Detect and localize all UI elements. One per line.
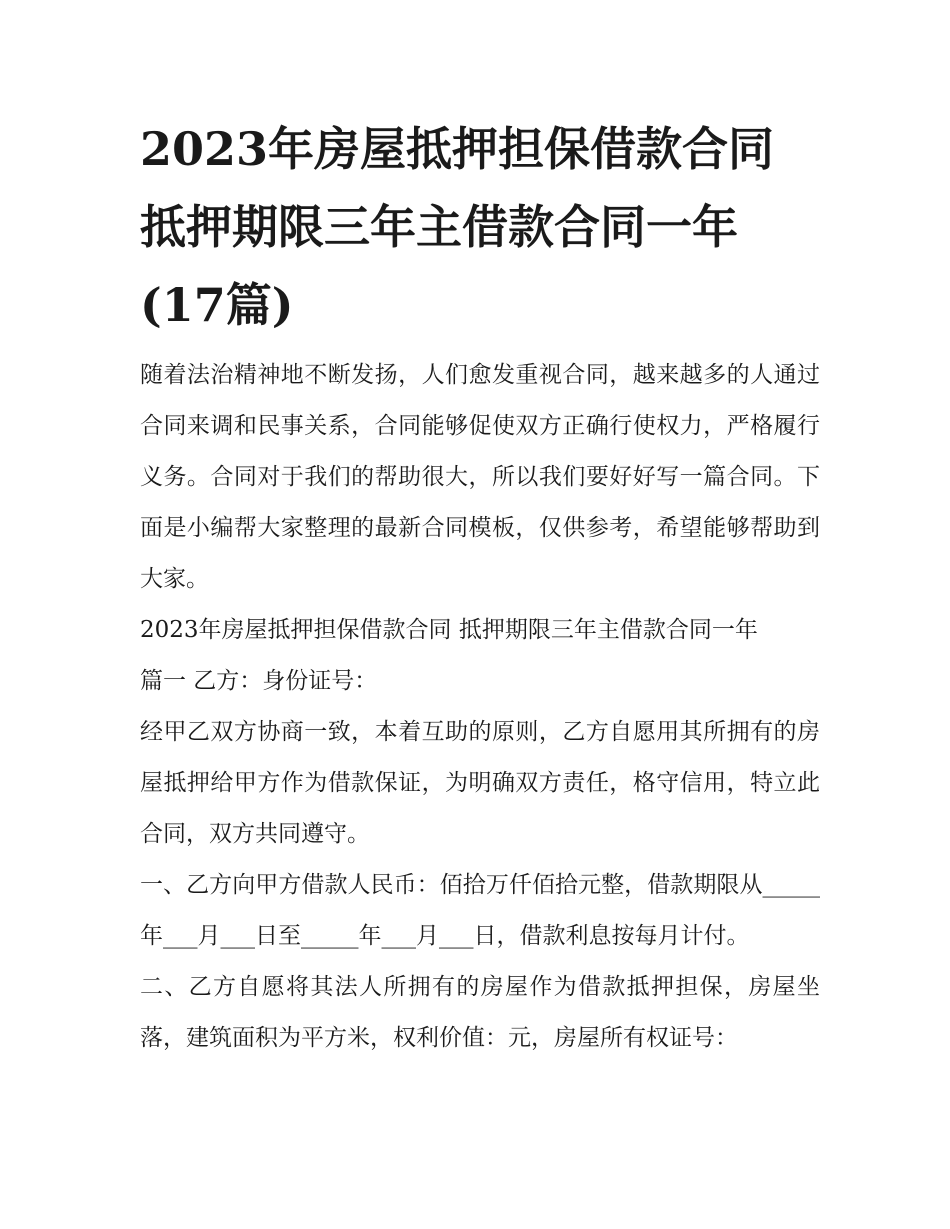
title-line-2: 抵押期限三年主借款合同一年 [140,200,738,254]
body-paragraph-1: 经甲乙双方协商一致，本着互助的原则，乙方自愿用其所拥有的房屋抵押给甲方作为借款保证，为明确双方责任，格守信用，特立此合同，双方共同遵守。 [140,719,820,847]
chapter-line: 篇一 乙方：身份证号： [140,668,378,694]
body-paragraph-3: 二、乙方自愿将其法人所拥有的房屋作为借款抵押担保，房屋坐落，建筑面积为平方米，权利价值：元，房屋所有权证号： [140,974,820,1051]
intro-paragraph: 随着法治精神地不断发扬，人们愈发重视合同，越来越多的人通过合同来调和民事关系，合同能够促使双方正确行使权力，严格履行义务。合同对于我们的帮助很大，所以我们要好好写一篇合同。下面是小编帮大家整理的最新合同模板，仅供参考，希望能够帮助到大家。 [140,362,820,592]
document-page [140,110,820,1064]
title-line-3: (17篇) [140,278,294,332]
document-title [140,110,820,344]
section-heading: 2023年房屋抵押担保借款合同 抵押期限三年主借款合同一年 [140,617,758,643]
body-paragraph-2: 一、乙方向甲方借款人民币：佰拾万仟佰拾元整，借款期限从_____年___月___日至_____年___月___日，借款利息按每月计付。 [140,872,820,949]
title-line-1: 2023年房屋抵押担保借款合同 [140,122,775,176]
